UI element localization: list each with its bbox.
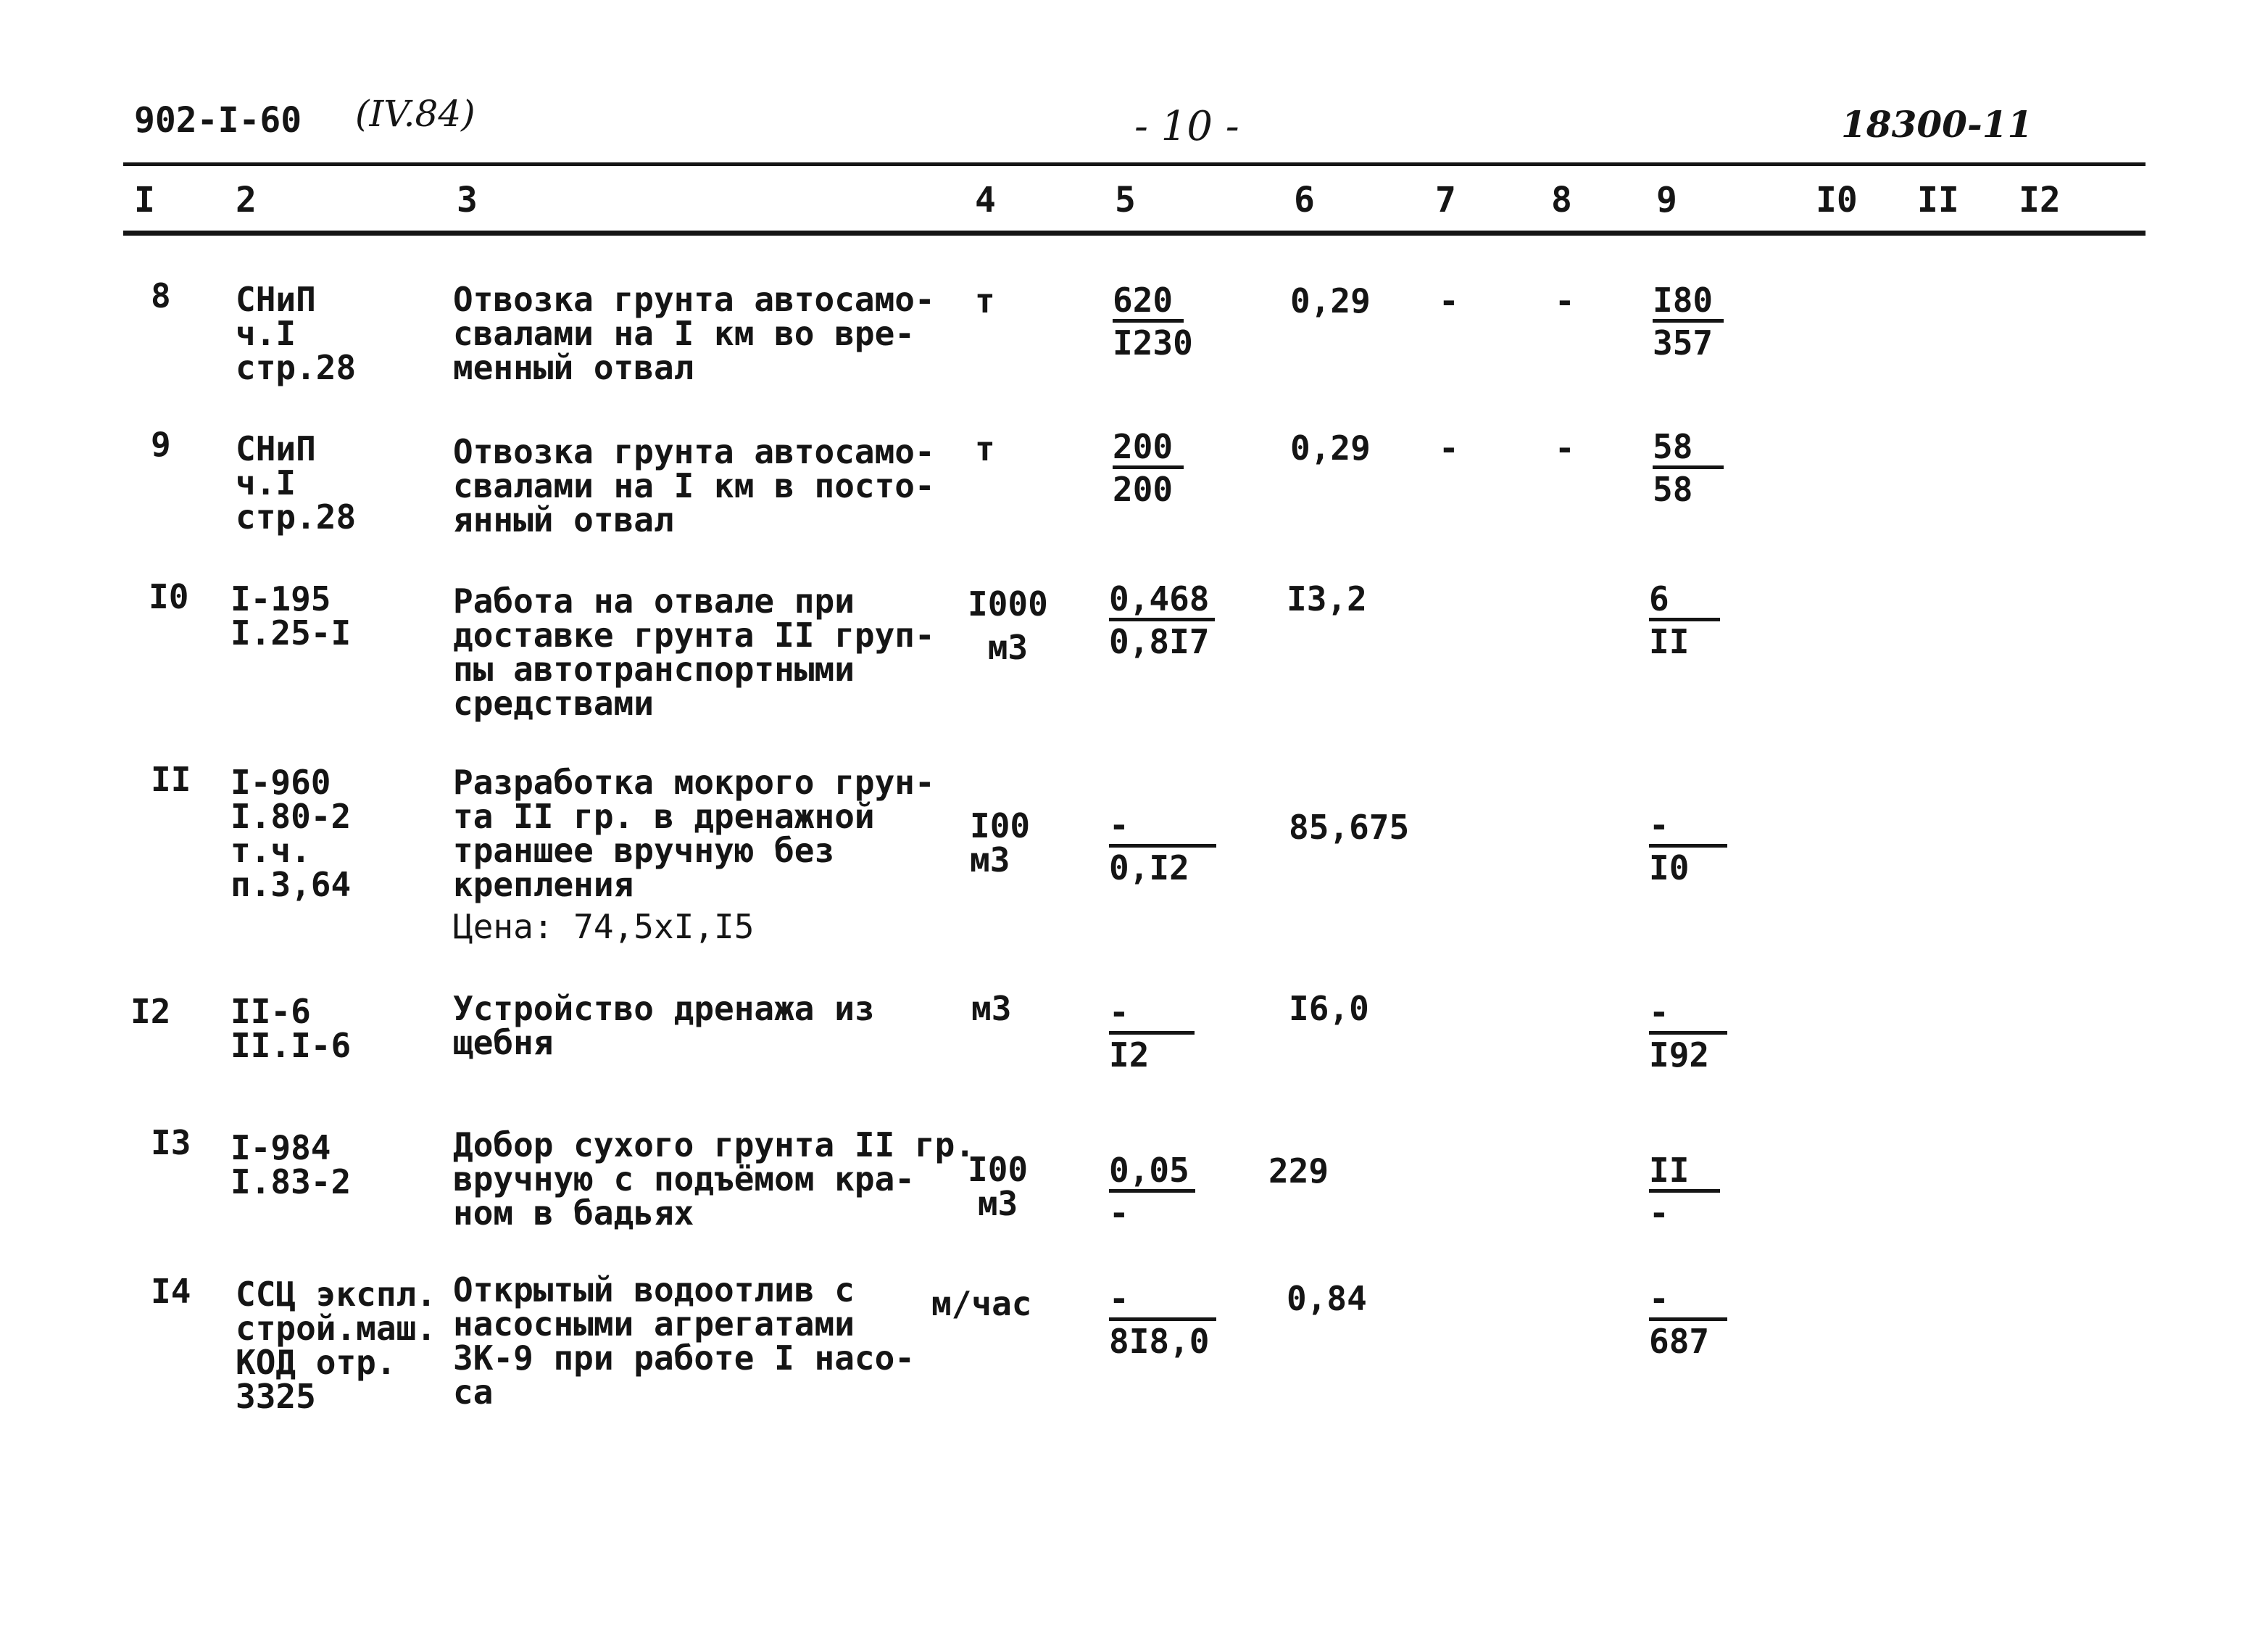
row-description: Устройство дренажа из щебня (453, 989, 875, 1062)
column-header-5: 5 (1115, 180, 1136, 220)
row-reference: СНиП ч.I стр.28 (236, 429, 357, 537)
col5-denominator: - (1109, 1193, 1129, 1233)
column-header-8: 8 (1551, 180, 1572, 220)
col5-denominator: I230 (1113, 323, 1193, 363)
row-col5-fraction (1113, 428, 1184, 510)
row-col9-fraction (1653, 428, 1724, 510)
column-header-11: II (1917, 180, 1959, 220)
row-col9-fraction (1649, 580, 1720, 662)
row-reference: ССЦ экспл. строй.маш. КОД отр. 3325 (236, 1275, 436, 1416)
row-description: Открытый водоотлив с насосными агрегатами ЗК-9 при работе I насо- са (453, 1270, 915, 1412)
col5-denominator: 0,8I7 (1109, 622, 1210, 661)
column-header-10: I0 (1816, 180, 1858, 220)
row-price: Цена: 74,5хI,I5 (453, 907, 755, 946)
row-col5-fraction (1109, 1151, 1195, 1233)
col9-denominator: 687 (1649, 1322, 1710, 1361)
row-col5-fraction (1109, 580, 1215, 662)
col5-numerator: - (1109, 806, 1216, 848)
row-description: Отвозка грунта автосамо- свалами на I км во вре- менный отвал (453, 280, 935, 387)
row-number: II (151, 760, 191, 799)
row-description: Разработка мокрого грун- та II гр. в дренажной траншее вручную без крепления (453, 763, 935, 904)
row-col5-fraction (1109, 993, 1195, 1075)
col9-denominator: 58 (1653, 470, 1693, 509)
row-col5-fraction (1109, 1280, 1216, 1362)
row-col6: 0,29 (1290, 429, 1371, 468)
col5-numerator: 200 (1113, 428, 1184, 469)
col9-numerator: 6 (1649, 580, 1720, 621)
row-reference: I-984 I.83-2 (230, 1128, 352, 1201)
col5-numerator: 0,05 (1109, 1151, 1195, 1193)
row-unit: м3 (971, 989, 1012, 1028)
row-col9-fraction (1649, 993, 1727, 1075)
row-unit: м/час (931, 1284, 1032, 1323)
column-header-9: 9 (1656, 180, 1677, 220)
row-description: Работа на отвале при доставке грунта II груп- пы автотранспортными средствами (453, 581, 935, 723)
column-header-12: I2 (2019, 180, 2061, 220)
col5-denominator: 8I8,0 (1109, 1322, 1210, 1361)
row-col9-fraction (1653, 281, 1724, 363)
row-reference: I-195 I.25-I (230, 579, 352, 653)
document-date: (IV.84) (355, 93, 475, 135)
row-description: Отвозка грунта автосамо- свалами на I км в посто- янный отвал (453, 432, 935, 539)
col5-numerator: - (1109, 1280, 1216, 1321)
col9-denominator: I92 (1649, 1035, 1710, 1075)
row-number: I3 (151, 1123, 191, 1162)
row-description: Добор сухого грунта II гр. вручную с подъёмом кра- ном в бадьях (453, 1125, 976, 1233)
row-col7: - (1439, 429, 1459, 468)
col5-numerator: 0,468 (1109, 580, 1215, 621)
row-reference: II-6 II.I-6 (230, 992, 352, 1065)
col9-numerator: - (1649, 806, 1727, 848)
row-number: 9 (151, 425, 171, 464)
row-col6: 0,29 (1290, 281, 1371, 320)
row-number: 8 (151, 276, 171, 315)
row-unit: I00 м3 (968, 1150, 1029, 1223)
document-code: 902-I-60 (134, 100, 302, 141)
col9-denominator: - (1649, 1193, 1669, 1233)
column-header-1: I (134, 180, 155, 220)
row-col9-fraction (1649, 806, 1727, 888)
row-reference: СНиП ч.I стр.28 (236, 280, 357, 387)
sheet-code: 18300-11 (1841, 103, 2033, 146)
col9-denominator: II (1649, 622, 1690, 661)
col5-denominator: 200 (1113, 470, 1174, 509)
row-col6: 85,675 (1289, 808, 1410, 847)
header-bottom-rule (123, 231, 2146, 236)
column-header-2: 2 (236, 180, 257, 220)
column-header-3: 3 (457, 180, 478, 220)
row-unit: I000 м3 (968, 584, 1048, 667)
column-header-6: 6 (1294, 180, 1315, 220)
col5-numerator: 620 (1113, 281, 1184, 323)
row-col7: - (1439, 281, 1459, 320)
column-header-7: 7 (1435, 180, 1456, 220)
row-unit: I00 м3 (970, 806, 1031, 879)
row-col6: 0,84 (1287, 1279, 1367, 1318)
col9-numerator: - (1649, 1280, 1727, 1321)
row-number: I4 (151, 1272, 191, 1311)
row-reference: I-960 I.80-2 т.ч. п.3,64 (230, 763, 352, 904)
row-col6: 229 (1268, 1151, 1329, 1191)
row-col9-fraction (1649, 1280, 1727, 1362)
row-unit: т (975, 429, 995, 468)
column-header-4: 4 (975, 180, 996, 220)
row-col8: - (1555, 281, 1575, 320)
col5-numerator: - (1109, 993, 1195, 1035)
col9-numerator: 58 (1653, 428, 1724, 469)
col9-numerator: II (1649, 1151, 1720, 1193)
row-number: I2 (130, 992, 171, 1031)
col5-denominator: 0,I2 (1109, 848, 1189, 887)
row-unit: т (975, 281, 995, 320)
row-col6: I3,2 (1287, 579, 1367, 618)
col9-denominator: I0 (1649, 848, 1690, 887)
col9-numerator: I80 (1653, 281, 1724, 323)
col9-numerator: - (1649, 993, 1727, 1035)
col9-denominator: 357 (1653, 323, 1714, 363)
page-number: - 10 - (1134, 103, 1239, 150)
header-top-rule (123, 162, 2146, 166)
row-col5-fraction (1113, 281, 1193, 363)
row-col6: I6,0 (1289, 989, 1369, 1028)
row-number: I0 (149, 577, 189, 616)
col5-denominator: I2 (1109, 1035, 1150, 1075)
row-col9-fraction (1649, 1151, 1720, 1233)
row-col8: - (1555, 429, 1575, 468)
row-col5-fraction (1109, 806, 1216, 888)
